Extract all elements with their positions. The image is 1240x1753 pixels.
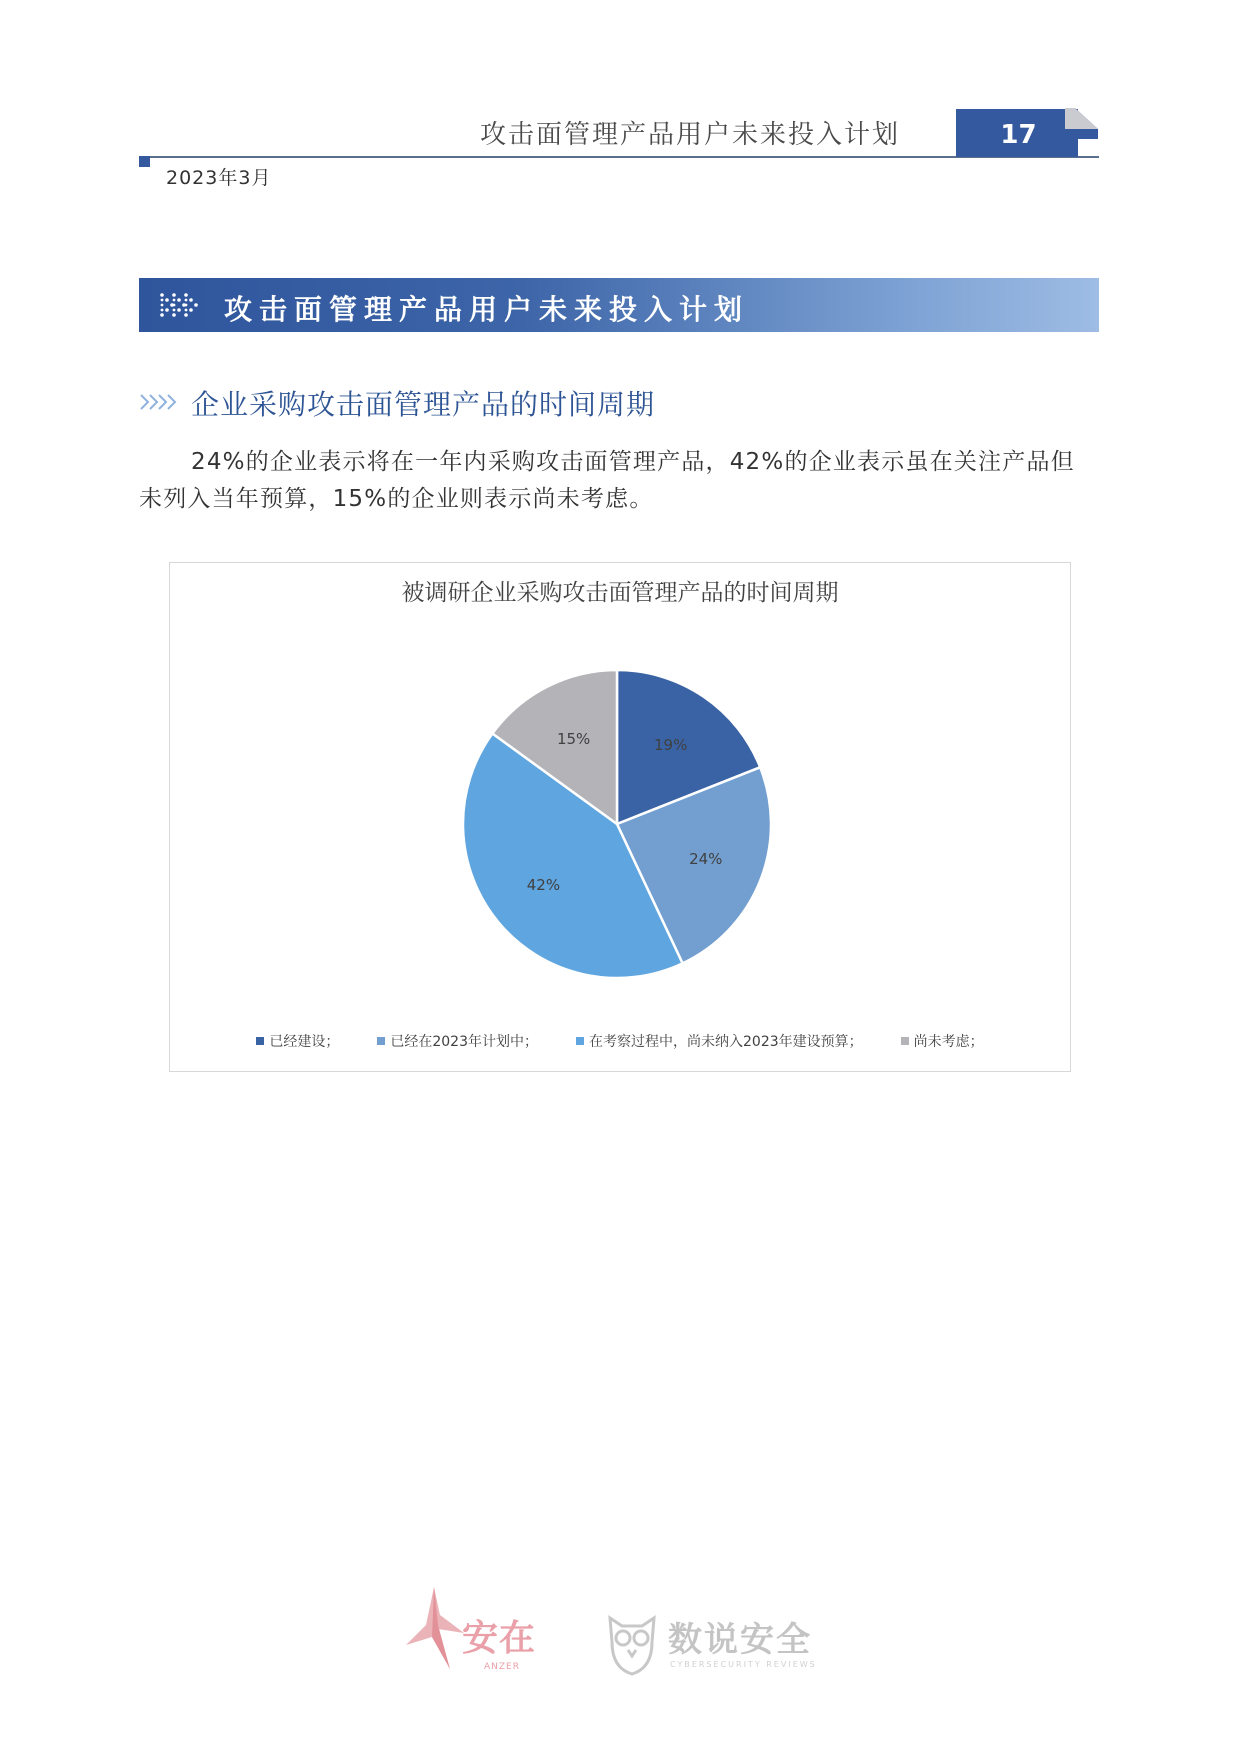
legend-item bbox=[901, 1031, 984, 1051]
legend-swatch bbox=[901, 1037, 909, 1045]
chart-title: 被调研企业采购攻击面管理产品的时间周期 bbox=[401, 580, 839, 606]
chart-legend bbox=[169, 1031, 1071, 1051]
pie-chart bbox=[169, 562, 1071, 1072]
pie-data-label: 42% bbox=[526, 875, 561, 894]
legend-item bbox=[576, 1031, 863, 1051]
legend-item bbox=[377, 1031, 538, 1051]
pie-data-label: 19% bbox=[653, 736, 688, 755]
section-title: 攻击面管理产品用户未来投入计划 bbox=[224, 293, 750, 326]
shushuo-logo-text: 数说安全 bbox=[668, 1620, 812, 1660]
pie-data-label: 24% bbox=[689, 850, 723, 869]
report-date: 2023年3月 bbox=[166, 167, 272, 189]
legend-label: 尚未考虑； bbox=[913, 1034, 984, 1050]
legend-swatch bbox=[576, 1037, 584, 1045]
header-rule bbox=[139, 156, 1099, 158]
header-rule-marker bbox=[139, 156, 150, 167]
legend-swatch bbox=[256, 1037, 264, 1045]
dotted-arrows-icon bbox=[159, 291, 207, 319]
owl-logo-icon bbox=[606, 1612, 658, 1676]
body-paragraph: 24%的企业表示将在一年内采购攻击面管理产品，42%的企业表示虽在关注产品但未列入当年预算，15%的企业则表示尚未考虑。 bbox=[139, 449, 1075, 512]
legend-label: 在考察过程中，尚未纳入2023年建设预算； bbox=[589, 1034, 863, 1050]
anzer-logo-subtext: ANZER bbox=[484, 1662, 520, 1672]
legend-swatch bbox=[377, 1037, 385, 1045]
subheading: 企业采购攻击面管理产品的时间周期 bbox=[191, 388, 656, 421]
legend-label: 已经在2023年计划中； bbox=[390, 1034, 538, 1050]
legend-label: 已经建设； bbox=[269, 1034, 340, 1050]
subheading-chevrons-icon bbox=[139, 392, 177, 412]
page-number: 17 bbox=[1000, 120, 1037, 150]
legend-item bbox=[256, 1031, 339, 1051]
anzer-logo-icon bbox=[402, 1585, 466, 1671]
anzer-logo-text: 安在 bbox=[462, 1618, 537, 1659]
pie-data-label: 15% bbox=[556, 729, 591, 748]
shushuo-logo-subtext: CYBERSECURITY REVIEWS bbox=[670, 1660, 817, 1669]
running-title: 攻击面管理产品用户未来投入计划 bbox=[479, 120, 900, 150]
